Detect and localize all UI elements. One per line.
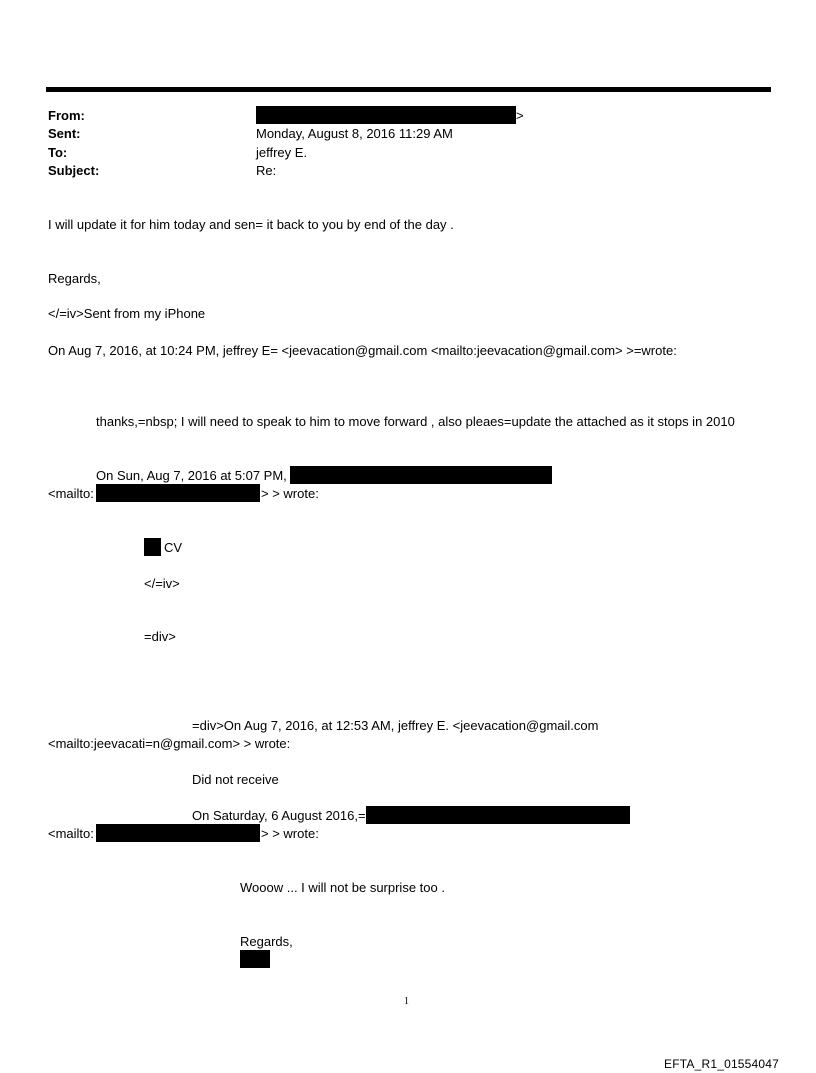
did-not-receive: Did not receive [192,772,279,787]
regards2-line: Regards, [240,934,293,949]
header-rule [46,87,771,92]
body-line-1: I will update it for him today and sen= it back to you by end of the day . [48,217,454,232]
sent-label: Sent: [48,126,81,141]
quote4-mailto: <mailto: [48,826,94,841]
div-tag: =div> [144,629,176,644]
quote1-text: thanks,=nbsp; I will need to speak to him to move forward , also pleaes=update the attached as it stops in 2010 [96,414,735,429]
to-value: jeffrey E. [256,145,308,160]
quote3-header: =div>On Aug 7, 2016, at 12:53 AM, jeffrey E. <jeevacation@gmail.com [192,718,599,733]
wooow-line: Wooow ... I will not be surprise too . [240,880,445,895]
quote4-wrote: > > wrote: [261,826,319,841]
subject-label: Subject: [48,163,100,178]
redacted-cv-name [144,538,161,556]
redacted-signature [240,950,270,968]
subject-value: Re: [256,163,277,178]
redacted-quote4-sender [366,806,630,824]
to-label: To: [48,145,68,160]
redacted-quote2-sender [290,466,552,484]
cv-label: CV [164,540,183,555]
quote2-wrote: > > wrote: [261,486,319,501]
iv-tag: </=iv> [144,576,180,591]
from-label: From: [48,108,85,123]
page-number: 1 [404,996,409,1007]
quote4-header: On Saturday, 6 August 2016,= [192,808,366,823]
redacted-quote4-email [96,824,260,842]
quote1-header: On Aug 7, 2016, at 10:24 PM, jeffrey E= <jeevacation@gmail.com <mailto:jeevacation@gmail.com> >=wrote: [48,343,677,358]
redacted-from-address [256,106,516,124]
quote3-mailto: <mailto:jeevacati=n@gmail.com> > wrote: [48,736,291,751]
quote2-header: On Sun, Aug 7, 2016 at 5:07 PM, [96,468,287,483]
bates-number: EFTA_R1_01554047 [664,1057,780,1071]
regards-line: Regards, [48,271,101,286]
quote2-mailto: <mailto: [48,486,94,501]
sent-value: Monday, August 8, 2016 11:29 AM [256,126,453,141]
from-suffix: > [516,108,524,123]
sent-from-line: </=iv>Sent from my iPhone [48,306,206,321]
redacted-quote2-email [96,484,260,502]
